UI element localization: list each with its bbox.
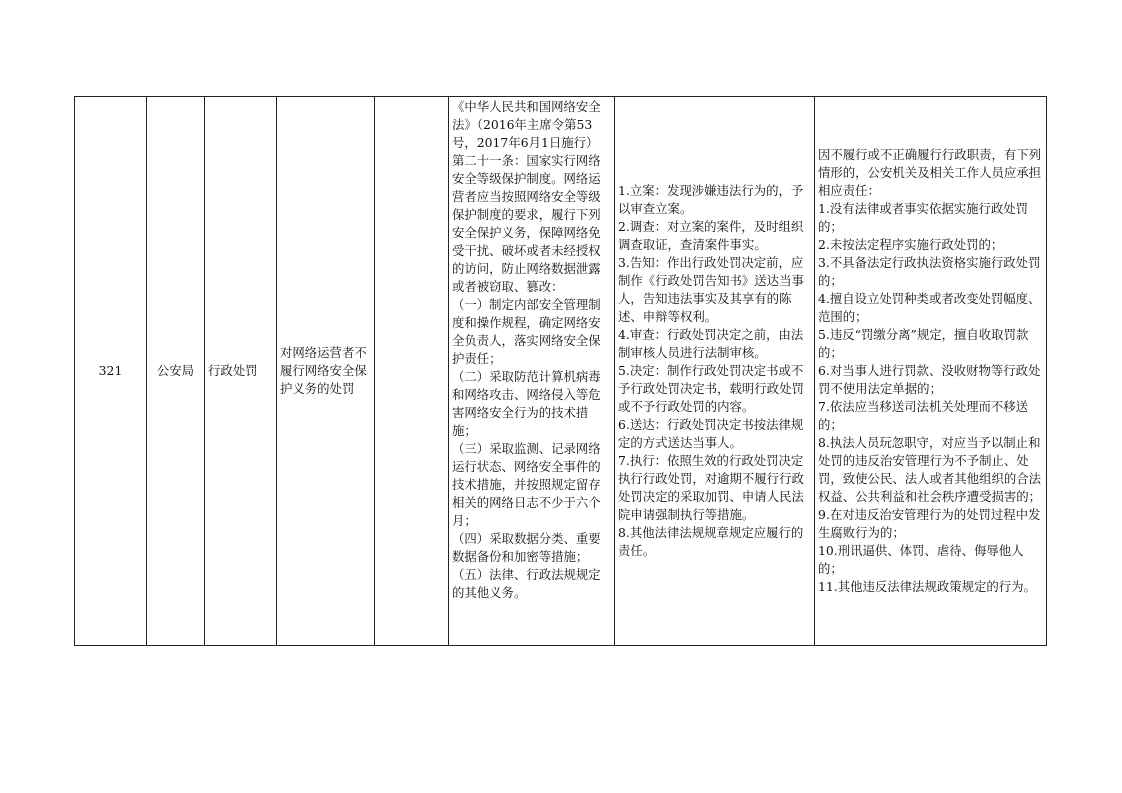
responsibility-item: 1.没有法律或者事实依据实施行政处罚的； xyxy=(818,201,1029,234)
procedure-step: 4.审查：行政处罚决定之前，由法制审核人员进行法制审核。 xyxy=(618,327,804,360)
procedure-step: 6.送达：行政处罚决定书按法律规定的方式送达当事人。 xyxy=(618,417,804,450)
procedure-step: 3.告知：作出行政处罚决定前，应制作《行政处罚告知书》送达当事人，告知违法事实及其享有的陈述、申辩等权利。 xyxy=(618,255,804,324)
department-cell: 公安局 xyxy=(147,97,205,646)
responsibility-item: 5.违反“罚缴分离”规定，擅自收取罚款的； xyxy=(818,327,1029,360)
procedure-step: 1.立案：发现涉嫌违法行为的，予以审查立案。 xyxy=(618,183,804,216)
item-name-cell: 对网络运营者不履行网络安全保护义务的处罚 xyxy=(277,97,375,646)
basis-paragraph: 第二十一条：国家实行网络安全等级保护制度。网络运营者应当按照网络安全等级保护制度的要求，履行下列安全保护义务，保障网络免受干扰、破坏或者未经授权的访问，防止网络数据泄露或者被窃取、篡改： xyxy=(452,153,601,294)
legal-basis-text xyxy=(452,98,611,644)
legal-basis-cell xyxy=(449,97,615,646)
responsibility-item: 3.不具备法定行政执法资格实施行政处罚的； xyxy=(818,255,1041,288)
responsibility-item: 7.依法应当移送司法机关处理而不移送的； xyxy=(818,399,1029,432)
responsibility-item: 10.刑讯逼供、体罚、虐待、侮辱他人的； xyxy=(818,543,1024,576)
procedure-step: 8.其他法律法规规章规定应履行的责任。 xyxy=(618,525,804,558)
responsibility-intro: 因不履行或不正确履行行政职责，有下列情形的，公安机关及相关工作人员应承担相应责任： xyxy=(818,147,1042,198)
power-list-table xyxy=(74,96,1047,646)
responsibility-item: 11.其他违反法律法规政策规定的行为。 xyxy=(818,579,1036,594)
basis-paragraph: （二）采取防范计算机病毒和网络攻击、网络侵入等危害网络安全行为的技术措施； xyxy=(452,369,601,438)
table-row xyxy=(75,97,1047,646)
responsibility-item: 6.对当事人进行罚款、没收财物等行政处罚不使用法定单据的； xyxy=(818,363,1041,396)
procedure-step: 5.决定：制作行政处罚决定书或不予行政处罚决定书，载明行政处罚或不予行政处罚的内容。 xyxy=(618,363,804,414)
responsibility-cell xyxy=(815,97,1047,646)
basis-paragraph: （四）采取数据分类、重要数据备份和加密等措施； xyxy=(452,531,601,564)
row-number: 321 xyxy=(75,97,147,646)
responsibility-item: 4.擅自设立处罚种类或者改变处罚幅度、范围的； xyxy=(818,291,1041,324)
procedure-cell xyxy=(615,97,815,646)
power-type-cell: 行政处罚 xyxy=(205,97,277,646)
basis-paragraph: （一）制定内部安全管理制度和操作规程，确定网络安全负责人，落实网络安全保护责任； xyxy=(452,297,601,366)
empty-cell xyxy=(375,97,449,646)
basis-paragraph: （三）采取监测、记录网络运行状态、网络安全事件的技术措施，并按照规定留存相关的网络日志不少于六个月； xyxy=(452,441,601,528)
basis-paragraph: 《中华人民共和国网络安全法》（2016年主席令第53号，2017年6月1日施行） xyxy=(452,99,601,150)
responsibility-item: 2.未按法定程序实施行政处罚的； xyxy=(818,237,1004,252)
procedure-step: 7.执行：依照生效的行政处罚决定执行行政处罚，对逾期不履行行政处罚决定的采取加罚、申请人民法院申请强制执行等措施。 xyxy=(618,453,804,522)
responsibility-item: 9.在对违反治安管理行为的处罚过程中发生腐败行为的； xyxy=(818,507,1041,540)
responsibility-item: 8.执法人员玩忽职守，对应当予以制止和处罚的违反治安管理行为不予制止、处罚，致使公民、法人或者其他组织的合法权益、公共利益和社会秩序遭受损害的； xyxy=(818,435,1042,504)
procedure-step: 2.调查：对立案的案件，及时组织调查取证，查清案件事实。 xyxy=(618,219,804,252)
basis-paragraph: （五）法律、行政法规规定的其他义务。 xyxy=(452,567,601,600)
